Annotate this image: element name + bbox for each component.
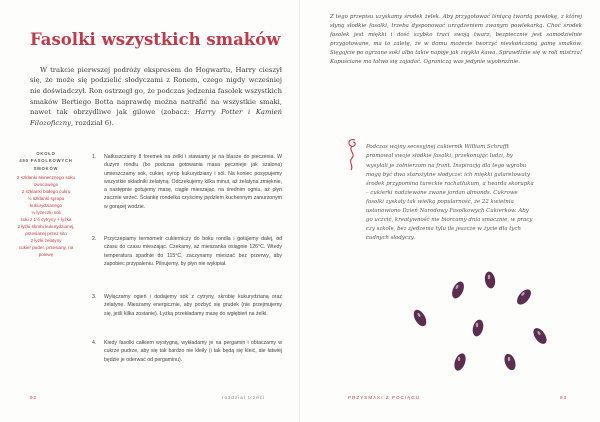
- step-text: Wyłączamy ogień i dodajemy sok z cytryny, skrobię kukurydzianą oraz żelatynę. Mieszamy energicznie, aby pozbyć się grudek (nie przejmujemy się, jeśli kilka zostanie). Łyżką przekładamy masę do wgłębień na żelki.: [104, 294, 282, 317]
- ingredient-item: ½ szklanki syropu kukurydzianego: [27, 196, 65, 209]
- recipe-step: [92, 153, 282, 211]
- running-head-left: rozdział trzeci: [222, 395, 266, 400]
- recipe-note: Z tego przepisu uzyskamy środek żelek. Aby przygotować lśniącą twardą powłokę, z której słyną słodkie fasolki, trzeba dysponować urządzeniem zwanym powlekarką. Choć środek fasolek jest miękki i dość szybko traci swoją twarz, bezpiecznie jest samodzielnie przygotowane, ma to zaletę, że w domu możecie tworzyć nieskończoną gamę smaków. Sięgajcie po ogrzane soki albo takie napoje jak zwykła kawa. Sprawdźcie się w roli mistrza! Kapuściane ma łatwo się zajadać. Ograniczą was jedynie wyobraźnie.: [330, 14, 582, 66]
- jelly-bean: [514, 287, 533, 307]
- ingredient-item: 2 łyżki żelatyny: [30, 238, 62, 244]
- recipe-step: [92, 235, 282, 268]
- jelly-bean: [471, 318, 485, 337]
- ingredient-item: 2 szklanki słonecznego soku owocowego: [16, 175, 76, 188]
- step-text: Kiedy fasolki całkiem wystygną, wykładamy je na pergamin i obtaczamy w cukrze pudrze, aby się tak bardzo nie kleiły (i tak będą się kleić, ale łatwiej będzie je oderwać od pergaminu).: [104, 340, 282, 363]
- intro-main-text: W trakcie pierwszej podróży ekspresem do Hogwartu, Harry cieszył się, że może się podzielić słodyczami z Ronem, czego nigdy wcześniej nie doświadczył. Ron ostrzegł go, że podczas jedzenia fasolek wszystkich smaków Bertiego Botta naprawdę można natrafić na wszystkie smaki, nawet tak obrzydliwe jak gilowe (zobacz:: [30, 65, 282, 117]
- page-title: Fasolki wszystkich smaków: [30, 30, 281, 49]
- page-number-left: 92: [30, 395, 38, 400]
- step-number: 4.: [92, 340, 97, 346]
- jelly-bean: [450, 280, 467, 301]
- ingredients-list: [12, 174, 80, 258]
- step-text: Natłuszczamy 8 foremek na żelki i stawiamy je na blasze do pieczenia. W dużym rondlu (bo podczas gotowania masa pęcznieje jak szalona) umieszczamy sok, cukier, syrop kukurydziany i sól. Na koniec posypujemy wszystkie składniki żelatyną. Odczekujemy kilka minut, aż żelatyna zmięknie, a następnie gotujemy masę, ciągle mieszając, na średnim ogniu, aż płyn zacznie wrzeć. Ściankę rondelka czyścimy pędzlem kuchennym zanurzonym w gorącej wodzie.: [104, 154, 282, 210]
- yield-label: OKOŁO: [36, 151, 56, 156]
- swirl-ornament-icon: [345, 136, 361, 174]
- jelly-bean: [502, 352, 517, 371]
- ingredient-item: 2 łyżki skrobi kukurydzianej, przesianej przez sito: [17, 224, 75, 237]
- jelly-bean: [531, 326, 550, 346]
- ingredient-item: soki z 1½ cytryny + łyżka: [20, 217, 72, 223]
- yield-unit: SMOKÓW: [33, 165, 59, 171]
- step-number: 3.: [92, 294, 97, 300]
- intro-tail-text: , rozdział 6).: [70, 118, 114, 127]
- history-sidebar: Podczas wojny secesyjnej cukiernik William Schrafft promował swoje słodkie fasolki, przekonując ludzi, by wysyłali je żołnierzom na front. Inspiracją dla tego wyrobu mogą być dwa starożytne słodycze: ich miękki galaretowaty środek przypomina tureckie rachatłukum, a twarda skorupka – cukierki nadziewane zwane jordan almonds. Cukrowe fasolki zyskały tak wielką popularność, że 22 kwietnia ustanowiono Dzień Narodowy Fasolkowych Cukierków. Aby go uczcić, kreatywność nie biorcamy dnia smacznie, w pracy czy szkole, bez zjedzenia tylu ile jeszcze w życie dla tych cudnych słodyczy.: [366, 144, 534, 242]
- step-text: Przyczepiamy termometr cukierniczy do boku rondla i gotujemy dalej, od czasu do czasu mieszając. Czekamy, aż mieszanka osiągnie 126°C. Wtedy temperatura spadnie do 115°C, zaczynamy mieszać bez przerwy, aby zapobiec przypaleniu. Pilnujemy, by płyn nie wykipiał.: [104, 236, 282, 267]
- ingredient-item: cukier puder, przesiany, na polewę: [18, 245, 74, 258]
- recipe-step: [92, 293, 282, 318]
- ingredients-box: [12, 150, 80, 258]
- step-number: 2.: [92, 236, 97, 242]
- intro-paragraph: [30, 65, 282, 129]
- running-head-right: PRZYSMAKI Z POCIĄGU: [348, 395, 421, 400]
- yield-amount: 450 FASOLKOWYCH: [19, 158, 73, 164]
- jelly-bean: [484, 271, 497, 289]
- jelly-beans-illustration: [300, 250, 600, 400]
- ingredients-heading: [12, 150, 80, 172]
- step-number: 1.: [92, 154, 97, 160]
- intro-book-title: Harry Potter i Kamień Filozoficzny: [30, 108, 282, 127]
- recipe-step: [92, 339, 282, 364]
- ingredient-item: 2 szklanki białego cukru: [21, 189, 71, 195]
- jelly-bean: [452, 352, 468, 372]
- ingredient-item: ¼ łyżeczki soli: [31, 210, 61, 216]
- jelly-bean: [411, 308, 429, 329]
- page-number-right: 93: [560, 395, 568, 400]
